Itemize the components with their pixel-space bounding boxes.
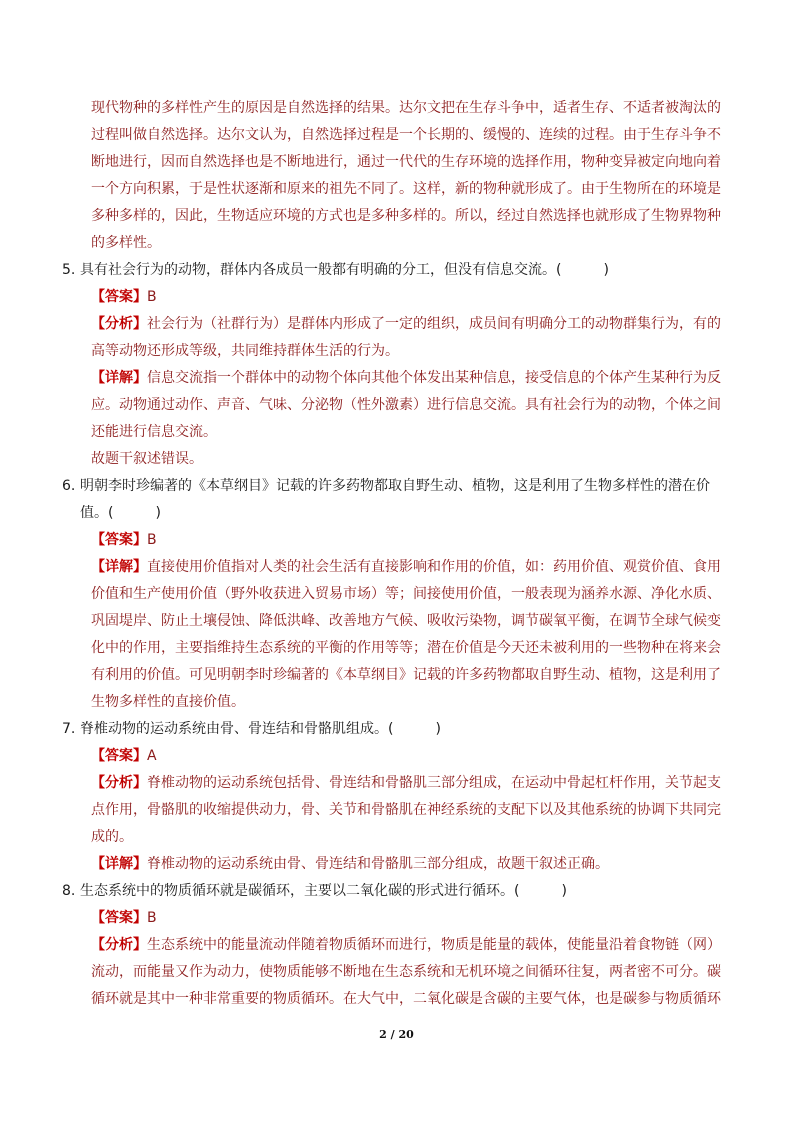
answer-tag: 【答案】 [91,910,147,926]
answer-line [62,527,727,554]
analysis-text: 生态系统中的能量流动伴随着物质循环而进行，物质是能量的载体，使能量沿着食物链（网）流动，而能量又作为动力，使物质能够不断地在生态系统和无机环境之间循环往复，两者密不可分。碳循环就是其中一种非常重要的物质循环。在大气中，二氧化碳是含碳的主要气体，也是碳参与物质循环 [91,937,721,1007]
analysis-block [62,770,727,851]
detail-text: 信息交流指一个群体中的动物个体向其他个体发出某种信息，接受信息的个体产生某种行为反应。动物通过动作、声音、气味、分泌物（性外激素）进行信息交流。具有社会行为的动物，个体之间还能进行信息交流。 [91,370,721,440]
question-number: 5. [62,262,76,278]
question-number: 6. [62,478,76,494]
answer-line [62,743,727,770]
detail-tag: 【详解】 [91,856,147,872]
detail-block [62,365,727,446]
intro-paragraph: 现代物种的多样性产生的原因是自然选择的结果。达尔文把在生存斗争中，适者生存、不适者被淘汰的过程叫做自然选择。达尔文认为，自然选择过程是一个长期的、缓慢的、连续的过程。由于生存斗争不断地进行，因而自然选择也是不断地进行，通过一代代的生存环境的选择作用，物种变异被定向地向着一个方向积累，于是性状逐渐和原来的祖先不同了。这样，新的物种就形成了。由于生物所在的环境是多种多样的，因此，生物适应环境的方式也是多种多样的。所以，经过自然选择也就形成了生物界物种的多样性。 [91,100,721,251]
answer-line [62,905,727,932]
question-text: 生态系统中的物质循环就是碳循环，主要以二氧化碳的形式进行循环。( ) [80,883,567,899]
answer-value: B [147,289,157,305]
detail-text: 直接使用价值指对人类的社会生活有直接影响和作用的价值，如：药用价值、观赏价值、食用价值和生产使用价值（野外收获进入贸易市场）等；间接使用价值，一般表现为涵养水源、净化水质、巩固堤岸、防止土壤侵蚀、降低洪峰、改善地方气候、吸收污染物，调节碳氧平衡，在调节全球气候变化中的作用，主要指维持生态系统的平衡的作用等等；潜在价值是今天还未被利用的一些物种在将来会有利用的价值。可见明朝李时珍编著的《本草纲目》记载的许多药物都取自野生动、植物，这是利用了生物多样性的直接价值。 [91,559,721,710]
analysis-block [62,311,727,365]
analysis-text: 社会行为（社群行为）是群体内形成了一定的组织，成员间有明确分工的动物群集行为，有的高等动物还形成等级，共同维持群体生活的行为。 [91,316,721,359]
question-5 [62,257,727,473]
answer-line [62,284,727,311]
detail-block [62,554,727,716]
detail-block [62,851,727,878]
answer-tag: 【答案】 [91,532,147,548]
question-8 [62,878,727,1013]
detail-text: 脊椎动物的运动系统由骨、骨连结和骨骼肌三部分组成，故题干叙述正确。 [147,856,609,872]
conclusion-text: 故题干叙述错误。 [91,451,203,467]
detail-tag: 【详解】 [91,370,147,386]
analysis-block [62,932,727,1013]
question-number: 8. [62,883,76,899]
question-stem [62,878,727,905]
answer-tag: 【答案】 [91,289,147,305]
question-7 [62,716,727,878]
question-stem [62,257,727,284]
question-text: 具有社会行为的动物，群体内各成员一般都有明确的分工，但没有信息交流。( ) [80,262,609,278]
question-text: 明朝李时珍编著的《本草纲目》记载的许多药物都取自野生动、植物，这是利用了生物多样性的潜在价值。( ) [80,478,710,521]
answer-value: B [147,532,157,548]
page-content [62,95,727,1013]
answer-value: B [147,910,157,926]
page-number: 2 / 20 [379,1028,414,1041]
question-stem [62,473,727,527]
question-stem [62,716,727,743]
analysis-tag: 【分析】 [91,316,147,332]
analysis-tag: 【分析】 [91,937,147,953]
answer-value: A [147,748,157,764]
analysis-text: 脊椎动物的运动系统包括骨、骨连结和骨骼肌三部分组成，在运动中骨起杠杆作用，关节起支点作用，骨骼肌的收缩提供动力，骨、关节和骨骼肌在神经系统的支配下以及其他系统的协调下共同完成的。 [91,775,721,845]
analysis-tag: 【分析】 [91,775,147,791]
answer-tag: 【答案】 [91,748,147,764]
question-text: 脊椎动物的运动系统由骨、骨连结和骨骼肌组成。( ) [80,721,441,737]
question-number: 7. [62,721,76,737]
detail-tag: 【详解】 [91,559,147,575]
question-6 [62,473,727,716]
